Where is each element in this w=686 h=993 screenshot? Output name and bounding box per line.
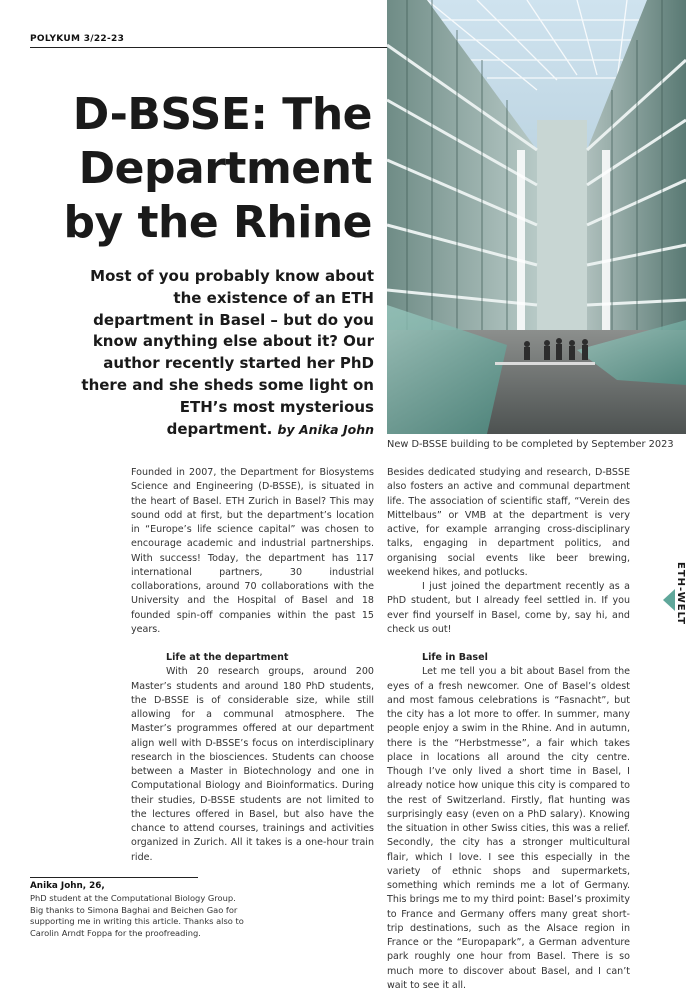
author-bio bbox=[30, 881, 270, 940]
paragraph: Founded in 2007, the Department for Biosystems Science and Engineering (D-BSSE), is situated in the heart of Basel. ETH Zurich in Basel? This may sound odd at first, but the department’s location in “Europe’s life science capital” was chosen to encourage academic and industrial partnerships. With success! Today, the department has 117 international partners, 30 industrial collaborations, around 70 collaborations with the University and the Hospital of Basel and 18 founded spin-off companies within the past 15 years. bbox=[131, 467, 374, 635]
header-rule bbox=[30, 47, 387, 48]
title-line: D-BSSE: The bbox=[72, 89, 372, 140]
bio-rule bbox=[30, 877, 198, 878]
paragraph: Besides dedicated studying and research, D-BSSE also fosters an active and communal department life. The association of scientific staff, “Verein des Mittelbaus” or VMB at the department is very active, for example arranging cross-disciplinary talks, engaging in department politics, and organising social events like beer brewing, weekend hikes, and potlucks. bbox=[387, 467, 630, 578]
title-line: Department bbox=[78, 143, 372, 194]
article-title bbox=[32, 88, 372, 250]
article-column-right bbox=[387, 466, 630, 993]
bio-role: PhD student at the Computational Biology Group. bbox=[30, 892, 236, 903]
photo-caption: New D-BSSE building to be completed by September 2023 bbox=[387, 439, 674, 450]
lead-paragraph bbox=[74, 266, 374, 440]
issue-header: POLYKUM 3/22-23 bbox=[30, 34, 125, 44]
section-heading: Life in Basel bbox=[422, 652, 488, 663]
paragraph: Let me tell you a bit about Basel from the eyes of a fresh newcomer. One of Basel’s oldest and most famous celebrations is “Fasnacht”, but the city has a lot more to offer. In summer, many people enjoy a swim in the Rhine. And in autumn, there is the “Herbstmesse”, a fair which takes place in locations all around the city centre. Though I’ve only lived a short time in Basel, I already notice how unique this city is compared to the rest of Switzerland. Firstly, flat hunting was surprisingly easy (even on a PhD salary). Knowing the situation in other Swiss cities, this was a relief. Secondly, the city has a stronger multicultural flair, which I love. I see this especially in the variety of ethnic shops and supermarkets, something which reminds me a lot of Germany. This brings me to my third point: Basel’s proximity to France and Germany offers many great short-trip destinations, such as the Alsace region in France or the “Europapark”, a German adventure park roughly one hour from Basel. There is so much more to discover about Basel, and I can’t wait to see it all. bbox=[387, 666, 630, 991]
author-byline: by Anika John bbox=[277, 421, 374, 437]
bio-name: Anika John, 26, bbox=[30, 881, 105, 891]
lead-text: Most of you probably know about the existence of an ETH department in Basel – but do you know anything else about it? Our author recently started her PhD there and she sheds some light on ETH’s most mysterious department. bbox=[81, 267, 374, 438]
article-column-left bbox=[131, 466, 374, 865]
paragraph: I just joined the department recently as a PhD student, but I already feel settled in. If you ever find yourself in Basel, come by, say hi, and check us out! bbox=[387, 581, 630, 635]
section-heading: Life at the department bbox=[166, 652, 289, 663]
paragraph: With 20 research groups, around 200 Master’s students and around 180 PhD students, the D-BSSE is of considerable size, while still allowing for a communal atmosphere. The Master’s programmes offered at our department align well with D-BSSE’s focus on interdisciplinary research in the biosciences. Students can choose between a Master in Biotechnology and one in Computational Biology and Bioinformatics. During their studies, D-BSSE students are not limited to the lectures offered in Basel, but also have the chance to attend courses, trainings and activities organized in Zurich. All it takes is a one-hour train ride. bbox=[131, 666, 374, 863]
title-line: by the Rhine bbox=[63, 197, 372, 248]
section-tab-label: ETH-WELT bbox=[675, 562, 686, 626]
section-tab-arrow-icon bbox=[663, 589, 675, 611]
bio-thanks: Big thanks to Simona Baghai and Beichen Gao for supporting me in writing this article. Thanks also to Carolin Arndt Foppa for the proofreading. bbox=[30, 904, 244, 939]
building-atrium-photo bbox=[387, 0, 686, 434]
